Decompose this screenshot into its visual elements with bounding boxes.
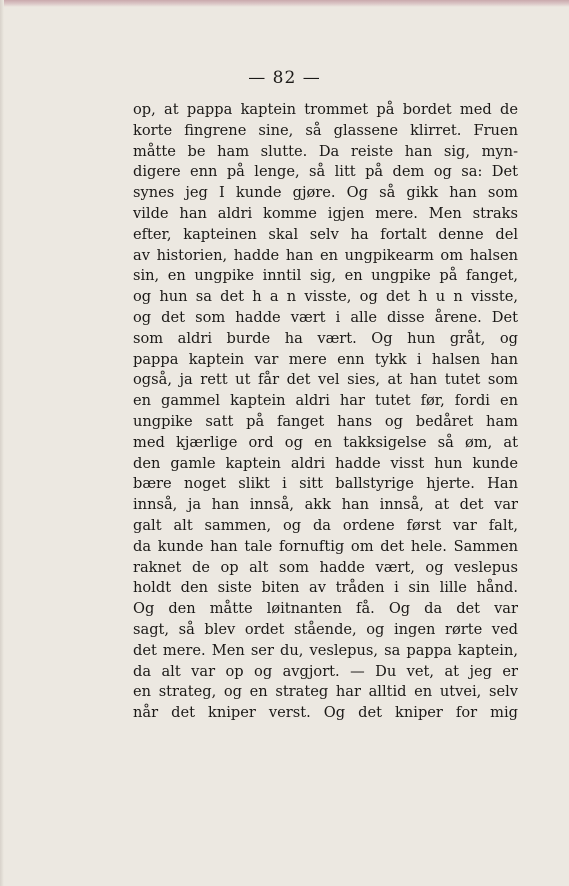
text-line-6: vilde han aldri komme igjen mere. Men straks — [133, 204, 518, 222]
text-line-21: galt alt sammen, og da ordene først var falt, — [133, 516, 518, 534]
text-line-4: digere enn på lenge, så litt på dem og sa: Det — [133, 163, 518, 181]
text-line-25: Og den måtte løitnanten få. Og da det var — [133, 600, 518, 618]
text-line-27: det mere. Men ser du, veslepus, sa pappa kaptein, — [133, 641, 518, 659]
text-line-18: den gamle kaptein aldri hadde visst hun kunde — [133, 454, 518, 472]
text-line-26: sagt, så blev ordet stående, og ingen rørte ved — [133, 620, 518, 638]
text-line-24: holdt den siste biten av tråden i sin lille hånd. — [133, 579, 518, 597]
text-line-20: innså, ja han innså, akk han innså, at det var — [133, 496, 518, 514]
text-line-10: og hun sa det h a n visste, og det h u n visste, — [133, 288, 518, 306]
text-line-2: korte fingrene sine, så glassene klirret. Fruen — [133, 121, 518, 139]
text-line-7: efter, kapteinen skal selv ha fortalt denne del — [133, 225, 518, 243]
text-line-30: når det kniper verst. Og det kniper for mig — [133, 704, 518, 722]
text-line-14: også, ja rett ut får det vel sies, at han tutet som — [133, 371, 518, 389]
text-line-13: pappa kaptein var mere enn tykk i halsen han — [133, 350, 518, 368]
body-text — [133, 100, 518, 724]
text-line-17: med kjærlige ord og en takksigelse så øm, at — [133, 433, 518, 451]
text-line-28: da alt var op og avgjort. — Du vet, at jeg er — [133, 662, 518, 680]
text-line-5: synes jeg I kunde gjøre. Og så gikk han som — [133, 184, 518, 202]
text-line-8: av historien, hadde han en ungpikearm om halsen — [133, 246, 518, 264]
text-line-22: da kunde han tale fornuftig om det hele. Sammen — [133, 537, 518, 555]
text-line-23: raknet de op alt som hadde vært, og veslepus — [133, 558, 518, 576]
text-line-11: og det som hadde vært i alle disse årene. Det — [133, 308, 518, 326]
page-number: — 82 — — [248, 68, 321, 88]
text-line-29: en strateg, og en strateg har alltid en utvei, selv — [133, 683, 518, 701]
text-line-3: måtte be ham slutte. Da reiste han sig, myn- — [133, 142, 518, 160]
text-line-9: sin, en ungpike inntil sig, en ungpike på fanget, — [133, 267, 518, 285]
text-line-19: bære noget slikt i sitt ballstyrige hjerte. Han — [133, 475, 518, 493]
page-top-edge — [0, 0, 569, 7]
text-line-12: som aldri burde ha vært. Og hun gråt, og — [133, 329, 518, 347]
text-line-16: ungpike satt på fanget hans og bedåret ham — [133, 412, 518, 430]
text-line-15: en gammel kaptein aldri har tutet før, fordi en — [133, 392, 518, 410]
page-left-edge — [0, 0, 4, 886]
text-line-1: op, at pappa kaptein trommet på bordet med de — [133, 101, 518, 118]
